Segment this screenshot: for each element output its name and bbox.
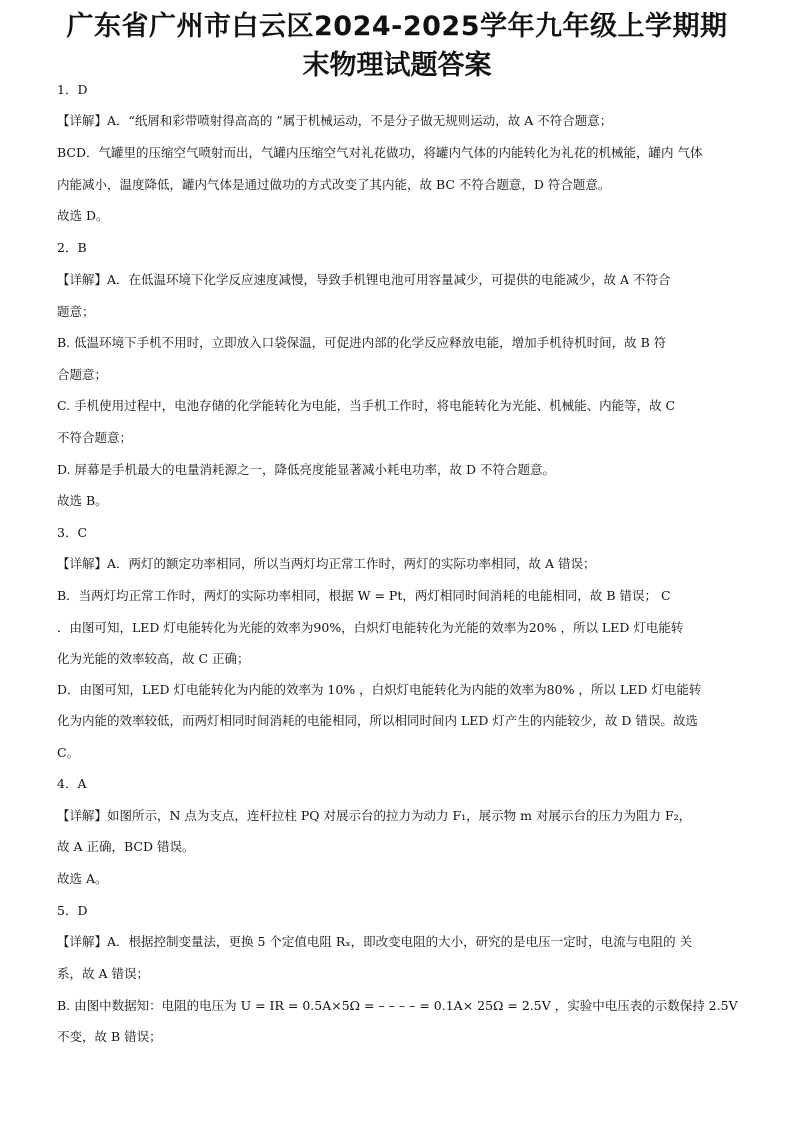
text-line: B. 低温环境下手机不用时，立即放入口袋保温，可促进内部的化学反应释放电能，增加手机待机时间，故 B 符 <box>57 335 667 350</box>
text-line: B．当两灯均正常工作时，两灯的实际功率相同，根据 W = Pt，两灯相同时间消耗的电能相同，故 B 错误； C <box>57 588 671 603</box>
text-line: 合题意； <box>57 367 108 382</box>
text-line: 故选 B。 <box>57 493 108 508</box>
text-line: 故选 A。 <box>57 871 108 886</box>
text-line: 【详解】A．在低温环境下化学反应速度减慢，导致手机锂电池可用容量减少，可提供的电能减少，故 A 不符合 <box>57 272 671 287</box>
text-line: C. 手机使用过程中，电池存储的化学能转化为电能，当手机工作时，将电能转化为光能、机械能、内能等，故 C <box>57 398 676 413</box>
text-line: D．由图可知，LED 灯电能转化为内能的效率为 10% ，白炽灯电能转化为内能的效率为80% ，所以 LED 灯电能转 <box>57 682 702 697</box>
text-line: 1．D <box>57 82 88 97</box>
text-line: 【详解】A．两灯的额定功率相同，所以当两灯均正常工作时，两灯的实际功率相同，故 A 错误； <box>57 556 596 571</box>
text-line: 化为光能的效率较高，故 C 正确； <box>57 651 250 666</box>
text-line: 故选 D。 <box>57 208 109 223</box>
text-line: 2．B <box>57 240 87 255</box>
text-line: 4．A <box>57 776 87 791</box>
text-line: ．由图可知，LED 灯电能转化为光能的效率为90%，白炽灯电能转化为光能的效率为20% ，所以 LED 灯电能转 <box>57 620 684 635</box>
text-line: 3．C <box>57 525 88 540</box>
text-line: 不变，故 B 错误； <box>57 1029 162 1044</box>
text-line: 系，故 A 错误； <box>57 966 149 981</box>
text-line: 故 A 正确，BCD 错误。 <box>57 839 195 854</box>
text-line: D. 屏幕是手机最大的电量消耗源之一，降低亮度能显著减小耗电功率，故 D 不符合题意。 <box>57 462 555 477</box>
text-line: 5．D <box>57 903 88 918</box>
text-line: 不符合题意； <box>57 430 133 445</box>
text-line: B. 由图中数据知：电阻的电压为 U = IR = 0.5A×5Ω = – – – – = 0.1A× 25Ω = 2.5V ，实验中电压表的示数保持 2.5V <box>57 998 738 1013</box>
text-line: 题意； <box>57 304 95 319</box>
text-line: 化为内能的效率较低，而两灯相同时间消耗的电能相同，所以相同时间内 LED 灯产生的内能较少，故 D 错误。故选 <box>57 713 698 728</box>
text-line: BCD．气罐里的压缩空气喷射而出，气罐内压缩空气对礼花做功，将罐内气体的内能转化为礼花的机械能，罐内 气体 <box>57 145 703 160</box>
text-line: 【详解】A．“纸屑和彩带喷射得高高的 ”属于机械运动，不是分子做无规则运动，故 A 不符合题意； <box>57 113 613 128</box>
text-line: 内能减小，温度降低，罐内气体是通过做功的方式改变了其内能，故 BC 不符合题意，D 符合题意。 <box>57 177 611 192</box>
page-title-line2: 末物理试题答案 <box>302 50 492 81</box>
text-line: 【详解】A．根据控制变量法，更换 5 个定值电阻 Rₓ，即改变电阻的大小，研究的是电压一定时，电流与电阻的 关 <box>57 934 693 949</box>
text-line: C。 <box>57 745 80 760</box>
page-title-line1: 广东省广州市白云区2024-2025学年九年级上学期期 <box>66 11 728 42</box>
text-line: 【详解】如图所示，N 点为支点，连杆拉柱 PQ 对展示台的拉力为动力 F₁，展示物 m 对展示台的压力为阻力 F₂， <box>57 808 692 823</box>
